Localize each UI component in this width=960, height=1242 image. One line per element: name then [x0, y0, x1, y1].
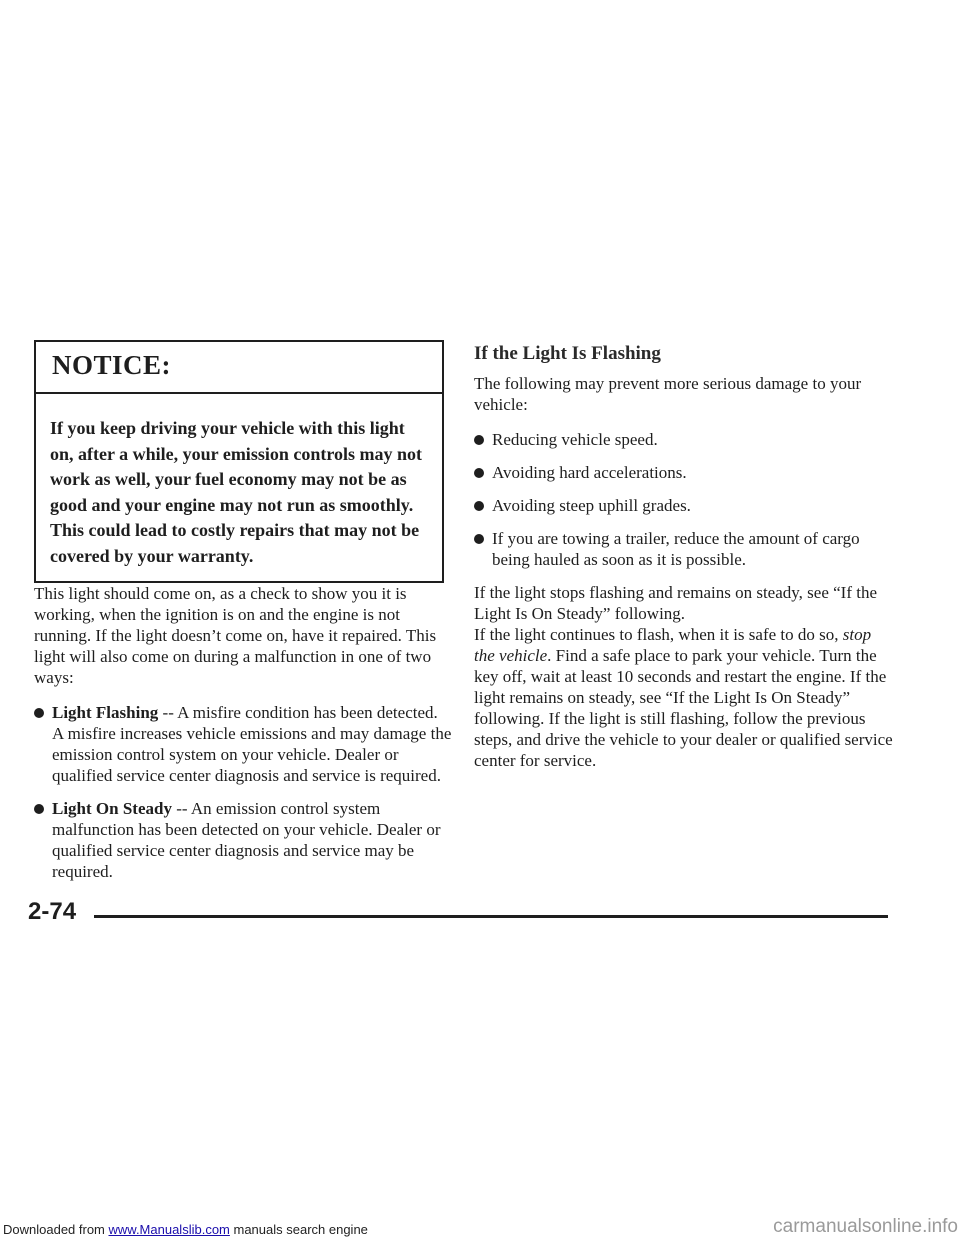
- list-item: [474, 462, 894, 483]
- list-item: [34, 702, 452, 786]
- bullet-text: -- A misfire condition has been detected. A misfire increases vehicle emissions and may damage the emission control system on your vehicle. Dealer or qualified service center diagnosis and service is required.: [52, 703, 452, 785]
- bullet-icon: [474, 468, 484, 478]
- bullet-icon: [474, 501, 484, 511]
- flash-paragraph-end: . Find a safe place to park your vehicle. Turn the key off, wait at least 10 seconds and restart the engine. If the light remains on steady, see “If the Light Is On Steady” following. If the light is still flashing, follow the previous steps, and drive the vehicle to your dealer or qualified service center for service.: [474, 646, 893, 770]
- bullet-text: -- An emission control system malfunction has been detected on your vehicle. Dealer or qualified service center diagnosis and service may be required.: [52, 799, 441, 881]
- bullet-term: Light On Steady: [52, 799, 172, 818]
- bullet-text: Avoiding steep uphill grades.: [492, 496, 691, 515]
- manualslib-link[interactable]: www.Manualslib.com: [108, 1222, 230, 1237]
- left-column: [34, 340, 452, 894]
- notice-text: If you keep driving your vehicle with this light on, after a while, your emission controls may not work as well, your fuel economy may not be as good and your engine may not run as smoothly. This could lead to costly repairs that may not be covered by your warranty.: [50, 418, 422, 566]
- malfunction-list: [34, 702, 452, 882]
- list-item: [474, 495, 894, 516]
- bullet-icon: [34, 804, 44, 814]
- flash-paragraph-start: If the light continues to flash, when it is safe to do so,: [474, 625, 843, 644]
- steady-paragraph: If the light stops flashing and remains on steady, see “If the Light Is On Steady” following.: [474, 583, 878, 623]
- bullet-text: Reducing vehicle speed.: [492, 430, 658, 449]
- intro-paragraph: This light should come on, as a check to show you it is working, when the ignition is on and the engine is not running. If the light doesn’t come on, have it repaired. This light will also come on during a malfunction in one of two ways:: [34, 584, 437, 687]
- bullet-icon: [474, 435, 484, 445]
- right-intro-paragraph: The following may prevent more serious damage to your vehicle:: [474, 374, 862, 414]
- section-heading: If the Light Is Flashing: [474, 343, 661, 364]
- list-item: [34, 798, 452, 882]
- page-footer: [28, 898, 888, 938]
- flash-paragraph: [474, 624, 894, 771]
- bullet-text: Avoiding hard accelerations.: [492, 463, 687, 482]
- watermark-prefix: Downloaded from: [3, 1222, 109, 1237]
- bullet-text: If you are towing a trailer, reduce the amount of cargo being hauled as soon as it is possible.: [492, 529, 860, 569]
- notice-box: [34, 340, 444, 583]
- flash-paragraph-emphasis: stop the vehicle: [474, 625, 872, 665]
- notice-heading: NOTICE:: [36, 342, 442, 394]
- site-watermark: carmanualsonline.info: [773, 1216, 958, 1237]
- page-number: 2-74: [28, 898, 77, 925]
- footer-rule: [94, 915, 888, 918]
- bullet-icon: [34, 708, 44, 718]
- bullet-term: Light Flashing: [52, 703, 159, 722]
- bullet-icon: [474, 534, 484, 544]
- list-item: [474, 528, 894, 570]
- watermark-suffix: manuals search engine: [229, 1222, 368, 1237]
- prevention-list: [474, 429, 894, 570]
- right-column: [474, 340, 894, 771]
- download-watermark: [3, 1222, 368, 1237]
- list-item: [474, 429, 894, 450]
